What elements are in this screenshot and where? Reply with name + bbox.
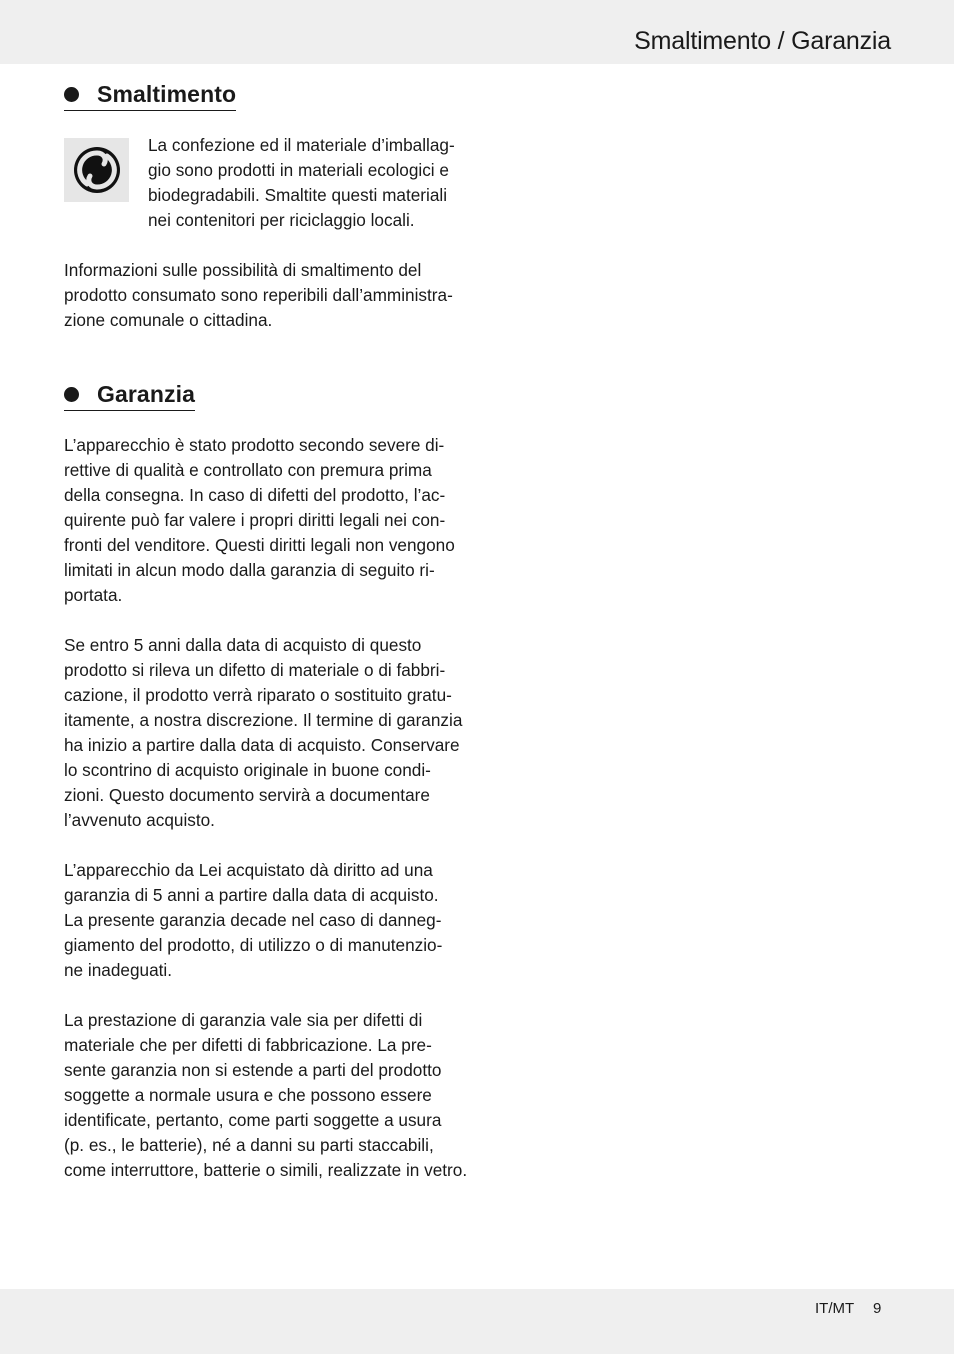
- bullet-dot-icon: [64, 87, 79, 102]
- page-number: 9: [873, 1300, 882, 1317]
- warranty-paragraph-3: L’apparecchio da Lei acquistato dà diritto ad una garanzia di 5 anni a partire dalla data di acquisto. La presente garanzia decade nel caso di danneg- giamento del prodotto, di utilizzo o di manutenzio- ne inadeguati.: [64, 860, 443, 980]
- footer-band: [0, 1289, 954, 1354]
- green-dot-recycling-icon: [73, 146, 121, 194]
- warranty-paragraph-1: L’apparecchio è stato prodotto secondo severe di- rettive di qualità e controllato con premura prima della consegna. In caso di difetti del prodotto, l’ac- quirente può far valere i propri diritti legali nei con- fronti del venditore. Questi diritti legali non vengono limitati in alcun modo dalla garanzia di seguito ri- portata.: [64, 435, 455, 605]
- warranty-paragraph-4: La prestazione di garanzia vale sia per difetti di materiale che per difetti di fabbricazione. La pre- sente garanzia non si estende a parti del prodotto soggette a normale usura e che possono essere identificate, pertanto, come parti soggette a usura (p. es., le batterie), né a danni su parti staccabili, come interruttore, batterie o simili, realizzate in vetro.: [64, 1010, 468, 1180]
- footer-language-code: IT/MT: [815, 1300, 855, 1317]
- heading-text: Smaltimento: [97, 81, 237, 107]
- recycling-icon-box: [64, 138, 129, 202]
- packaging-disposal-text: La confezione ed il materiale d’imballag- gio sono prodotti in materiali ecologici e biodegradabili. Smaltite questi materiali nei contenitori per riciclaggio locali.: [148, 135, 455, 230]
- page-header-title: Smaltimento / Garanzia: [634, 27, 891, 55]
- section-heading-garanzia: [64, 380, 195, 411]
- product-disposal-info-text: Informazioni sulle possibilità di smaltimento del prodotto consumato sono reperibili dall’amministra- zione comunale o cittadina.: [64, 260, 453, 330]
- section-heading-smaltimento: [64, 80, 236, 111]
- bullet-dot-icon: [64, 387, 79, 402]
- heading-text: Garanzia: [97, 381, 195, 407]
- warranty-paragraph-2: Se entro 5 anni dalla data di acquisto di questo prodotto si rileva un difetto di materiale o di fabbri- cazione, il prodotto verrà riparato o sostituito gratu- itamente, a nostra discrezione. Il termine di garanzia ha inizio a partire dalla data di acquisto. Conservare lo scontrino di acquisto originale in buone condi- zioni. Questo documento servirà a documentare l’avvenuto acquisto.: [64, 635, 463, 830]
